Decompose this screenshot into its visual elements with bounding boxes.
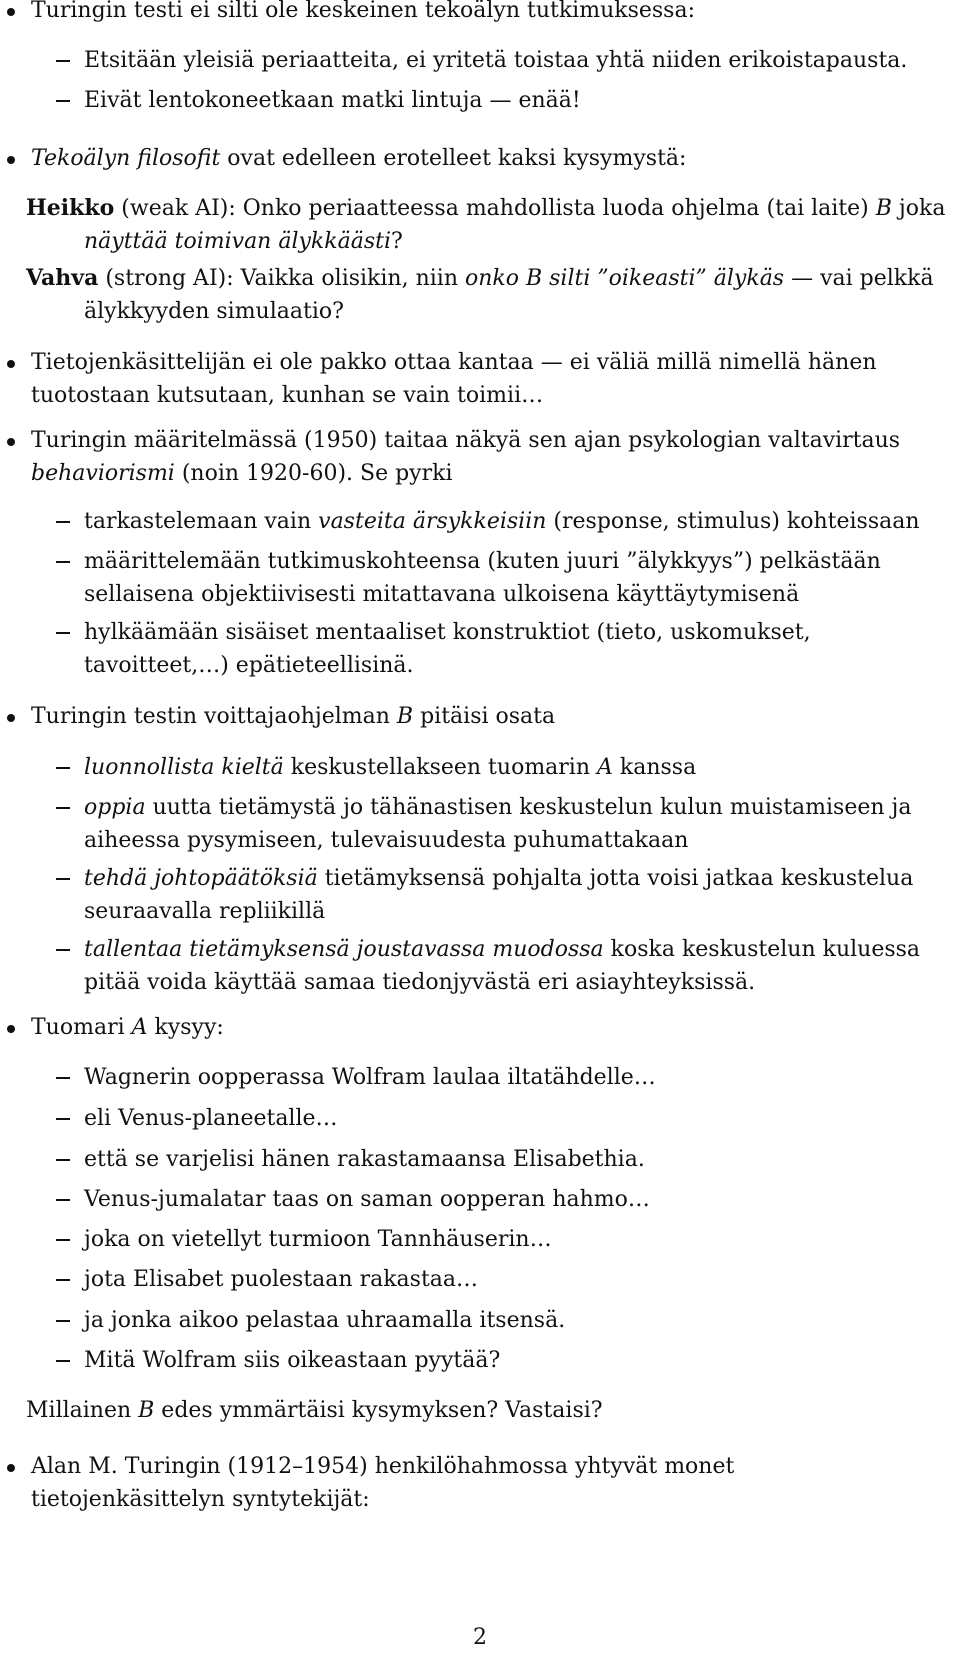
dash-text: koska keskustelun kuluessa pitää voida käyttää samaa tiedonjyvästä eri asiayhteyksissä. bbox=[84, 937, 921, 995]
bullet-item bbox=[31, 424, 931, 490]
dash-icon bbox=[56, 1320, 70, 1322]
emphasis-text: tallentaa tietämyksensä joustavassa muodossa bbox=[84, 937, 604, 962]
dash-text: Mitä Wolfram siis oikeastaan pyytää? bbox=[84, 1348, 501, 1373]
bullet-item bbox=[31, 700, 931, 733]
page-number: 2 bbox=[473, 1625, 487, 1650]
emphasis-text: behaviorismi bbox=[31, 461, 175, 486]
dash-icon bbox=[56, 1199, 70, 1201]
bullet-text: (noin 1920-60). Se pyrki bbox=[174, 461, 453, 486]
bullet-icon bbox=[7, 360, 15, 368]
dash-icon bbox=[56, 632, 70, 634]
dash-item bbox=[26, 44, 956, 77]
dash-icon bbox=[56, 561, 70, 563]
dash-item bbox=[26, 862, 956, 928]
dash-item bbox=[26, 505, 956, 538]
bullet-icon bbox=[7, 1464, 15, 1472]
dash-item bbox=[26, 1223, 956, 1256]
dash-icon bbox=[56, 949, 70, 951]
dash-item bbox=[26, 1183, 956, 1216]
dash-icon bbox=[56, 807, 70, 809]
dash-icon bbox=[56, 100, 70, 102]
bullet-icon bbox=[7, 156, 15, 164]
emphasis-text: näyttää toimivan älykkäästi bbox=[84, 229, 391, 254]
dash-item bbox=[26, 616, 956, 682]
dash-text: tarkastelemaan vain bbox=[84, 509, 319, 534]
dash-item bbox=[26, 1304, 956, 1337]
dash-text: Wagnerin oopperassa Wolfram laulaa iltatähdelle… bbox=[84, 1065, 656, 1090]
dash-text: (response, stimulus) kohteissaan bbox=[546, 509, 920, 534]
dash-text: eli Venus-planeetalle… bbox=[84, 1106, 338, 1131]
dash-item bbox=[26, 933, 956, 999]
dash-icon bbox=[56, 767, 70, 769]
dash-text: hylkäämään sisäiset mentaaliset konstruktiot (tieto, uskomukset, tavoitteet,…) epätieteellisinä. bbox=[84, 620, 811, 678]
bullet-text: Tuomari bbox=[31, 1015, 132, 1040]
definition-heikko bbox=[26, 192, 956, 258]
dash-text: määrittelemään tutkimuskohteensa (kuten juuri ”älykkyys”) pelkästään sellaisena objektiivisesti mitattavana ulkoisena käyttäytymisenä bbox=[84, 549, 881, 607]
dash-text: Venus-jumalatar taas on saman oopperan hahmo… bbox=[84, 1187, 650, 1212]
dash-item bbox=[26, 545, 956, 611]
bullet-item bbox=[31, 142, 951, 175]
dash-icon bbox=[56, 521, 70, 523]
bullet-text: kysyy: bbox=[147, 1015, 224, 1040]
emphasis-text: luonnollista kieltä bbox=[84, 755, 284, 780]
definition-text: — vai pelkkä älykkyyden simulaatio? bbox=[84, 266, 934, 324]
dash-icon bbox=[56, 1360, 70, 1362]
bullet-item bbox=[31, 346, 931, 412]
bullet-item bbox=[31, 1450, 931, 1516]
bullet-text: Tietojenkäsittelijän ei ole pakko ottaa kantaa — ei väliä millä nimellä hänen tuotostaan kutsutaan, kunhan se vain toimii… bbox=[31, 350, 877, 408]
bullet-icon bbox=[7, 438, 15, 446]
bullet-text: Alan M. Turingin (1912–1954) henkilöhahmossa yhtyvät monet tietojenkäsittelyn syntytekijät: bbox=[31, 1454, 735, 1512]
paragraph-text: edes ymmärtäisi kysymyksen? Vastaisi? bbox=[154, 1398, 603, 1423]
bullet-icon bbox=[7, 1025, 15, 1033]
dash-text: uutta tietämystä jo tähänastisen keskustelun kulun muistamiseen ja aiheessa pysymiseen, tulevaisuudesta puhumattakaan bbox=[84, 795, 912, 853]
definition-term: Vahva bbox=[26, 265, 99, 291]
definition-text: (weak AI): Onko periaatteessa mahdollista luoda ohjelma (tai laite) bbox=[114, 196, 876, 221]
bullet-text: Turingin testin voittajaohjelman bbox=[31, 704, 397, 729]
emphasis-text: tehdä johtopäätöksiä bbox=[84, 866, 318, 891]
definition-text: ? bbox=[391, 229, 403, 254]
bullet-text: ovat edelleen erotelleet kaksi kysymystä: bbox=[220, 146, 687, 171]
dash-text: ja jonka aikoo pelastaa uhraamalla itsensä. bbox=[84, 1308, 566, 1333]
dash-text: että se varjelisi hänen rakastamaansa Elisabethia. bbox=[84, 1147, 645, 1172]
emphasis-text: vasteita ärsykkeisiin bbox=[318, 509, 547, 534]
math-variable: A bbox=[131, 1015, 148, 1040]
definition-term: Heikko bbox=[26, 195, 115, 221]
dash-item bbox=[26, 84, 956, 117]
dash-text: kanssa bbox=[612, 755, 697, 780]
math-variable: A bbox=[597, 755, 613, 780]
dash-icon bbox=[56, 878, 70, 880]
math-variable: B bbox=[875, 196, 892, 221]
dash-item bbox=[26, 1263, 956, 1296]
dash-item bbox=[26, 751, 956, 784]
dash-item bbox=[26, 1102, 956, 1135]
dash-item bbox=[26, 1344, 956, 1377]
question-text bbox=[26, 1394, 926, 1427]
dash-text: Etsitään yleisiä periaatteita, ei yritetä toistaa yhtä niiden erikoistapausta. bbox=[84, 48, 908, 73]
paragraph-text: Millainen bbox=[26, 1398, 139, 1423]
emphasis-text: Tekoälyn filosofit bbox=[31, 146, 221, 171]
bullet-text: pitäisi osata bbox=[413, 704, 556, 729]
bullet-text: Turingin testi ei silti ole keskeinen tekoälyn tutkimuksessa: bbox=[31, 0, 695, 23]
emphasis-text: oppia bbox=[84, 795, 146, 820]
bullet-item bbox=[31, 0, 951, 27]
dash-icon bbox=[56, 1279, 70, 1281]
dash-item bbox=[26, 791, 956, 857]
dash-text: Eivät lentokoneetkaan matki lintuja — enää! bbox=[84, 88, 581, 113]
math-variable: B bbox=[138, 1398, 155, 1423]
bullet-icon bbox=[7, 714, 15, 722]
dash-icon bbox=[56, 1118, 70, 1120]
math-variable: B bbox=[396, 704, 414, 729]
definition-text: joka bbox=[891, 196, 946, 221]
dash-icon bbox=[56, 1077, 70, 1079]
definition-text: (strong AI): Vaikka olisikin, niin bbox=[98, 266, 465, 291]
dash-icon bbox=[56, 1159, 70, 1161]
dash-text: tietämyksensä pohjalta jotta voisi jatkaa keskustelua seuraavalla repliikillä bbox=[84, 866, 914, 924]
bullet-icon bbox=[7, 8, 15, 16]
dash-text: keskustellakseen tuomarin bbox=[283, 755, 598, 780]
emphasis-text: onko B silti ”oikeasti” älykäs bbox=[465, 266, 785, 291]
dash-text: jota Elisabet puolestaan rakastaa… bbox=[84, 1267, 479, 1292]
dash-item bbox=[26, 1061, 956, 1094]
dash-item bbox=[26, 1143, 956, 1176]
bullet-item bbox=[31, 1011, 931, 1044]
dash-icon bbox=[56, 60, 70, 62]
dash-icon bbox=[56, 1239, 70, 1241]
definition-vahva bbox=[26, 262, 956, 328]
bullet-text: Turingin määritelmässä (1950) taitaa näkyä sen ajan psykologian valtavirtaus bbox=[31, 428, 901, 453]
dash-text: joka on vietellyt turmioon Tannhäuserin… bbox=[84, 1227, 552, 1252]
